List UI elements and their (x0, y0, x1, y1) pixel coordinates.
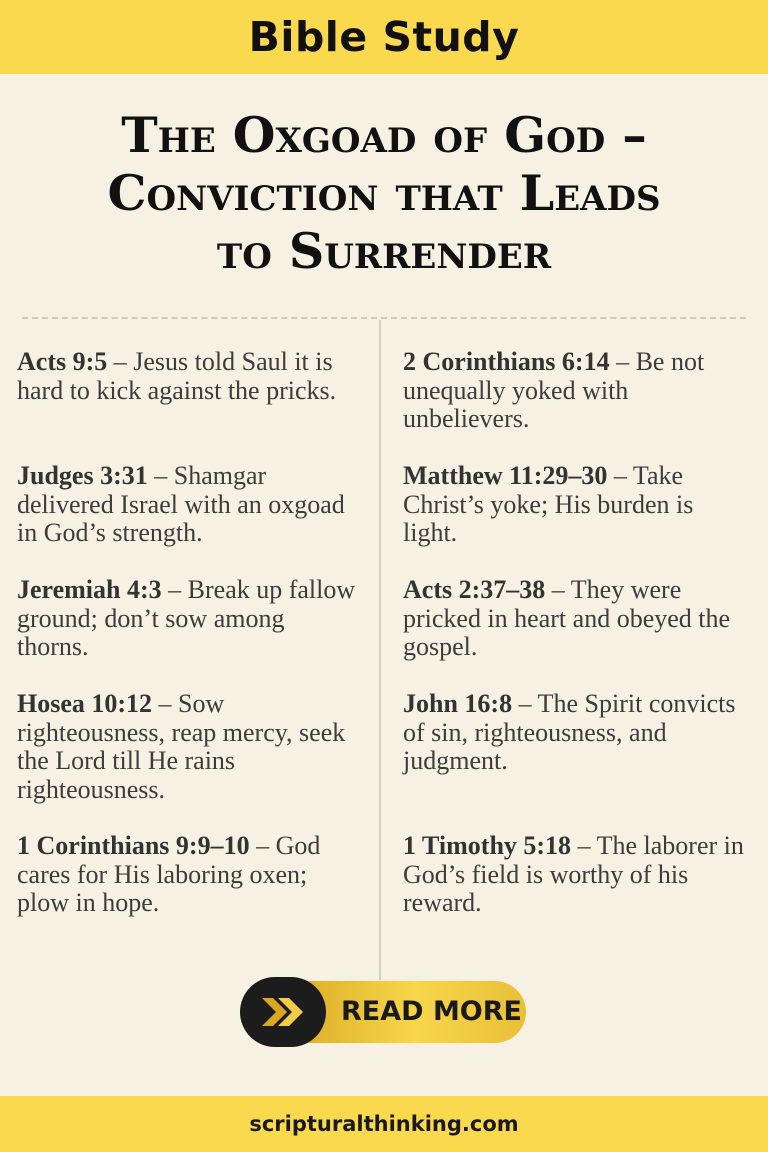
verse-separator: – (147, 461, 174, 490)
verse-summary: Take Christ’s yoke; His burden is light. (403, 461, 694, 547)
title-line: to Surrender (216, 222, 552, 280)
verse-summary: God cares for His laboring oxen; plow in hope. (17, 831, 321, 917)
header-banner (0, 0, 768, 74)
verse-entry (17, 348, 362, 405)
verse-reference: 1 Corinthians 9:9–10 (17, 831, 250, 860)
verse-reference: Acts 9:5 (17, 347, 108, 376)
verse-summary: They were pricked in heart and obeyed the gospel. (403, 575, 731, 661)
verse-reference: Matthew 11:29–30 (403, 461, 608, 490)
verse-entry (17, 576, 362, 662)
read-more-label: READ MORE (341, 996, 522, 1027)
title-line: The Oxgoad of God – (121, 106, 647, 164)
page-title (0, 106, 768, 280)
verse-reference: Jeremiah 4:3 (17, 575, 162, 604)
column-divider (379, 320, 381, 980)
verse-separator: – (609, 347, 636, 376)
verse-reference: Judges 3:31 (17, 461, 148, 490)
verse-entry (17, 690, 362, 804)
verse-entry (403, 576, 748, 662)
verse-summary: The Spirit convicts of sin, righteousness, and judgment. (403, 689, 736, 775)
verse-entry (17, 832, 362, 918)
verse-entry (403, 348, 748, 434)
verse-reference: Hosea 10:12 (17, 689, 153, 718)
verse-summary: Jesus told Saul it is hard to kick against the pricks. (17, 347, 337, 405)
section-divider (22, 317, 746, 319)
verse-reference: 2 Corinthians 6:14 (403, 347, 610, 376)
verse-summary: Shamgar delivered Israel with an oxgoad in God’s strength. (17, 461, 345, 547)
verse-separator: – (152, 689, 179, 718)
read-more-icon-circle (240, 977, 326, 1047)
double-chevron-right-icon (260, 996, 306, 1028)
verse-separator: – (545, 575, 571, 604)
verse-reference: Acts 2:37–38 (403, 575, 546, 604)
verse-reference: John 16:8 (403, 689, 513, 718)
footer-site-link[interactable]: scripturalthinking.com (249, 1112, 519, 1136)
verse-entry (17, 462, 362, 548)
verse-summary: Break up fallow ground; don’t sow among thorns. (17, 575, 356, 661)
verse-entry (403, 832, 748, 918)
header-label: Bible Study (248, 13, 520, 61)
verse-separator: – (249, 831, 276, 860)
verse-separator: – (571, 831, 597, 860)
verse-summary: The laborer in God’s field is worthy of his reward. (403, 831, 744, 917)
verse-separator: – (161, 575, 188, 604)
verse-summary: Sow righteousness, reap mercy, seek the Lord till He rains righteousness. (17, 689, 346, 804)
verse-separator: – (607, 461, 633, 490)
verse-entry (403, 690, 748, 776)
footer-banner (0, 1096, 768, 1152)
verse-separator: – (512, 689, 538, 718)
verse-summary: Be not unequally yoked with unbelievers. (403, 347, 705, 433)
read-more-button[interactable] (240, 977, 526, 1047)
verse-entry (403, 462, 748, 548)
title-line: Conviction that Leads (107, 164, 661, 222)
verse-reference: 1 Timothy 5:18 (403, 831, 572, 860)
verse-separator: – (107, 347, 134, 376)
